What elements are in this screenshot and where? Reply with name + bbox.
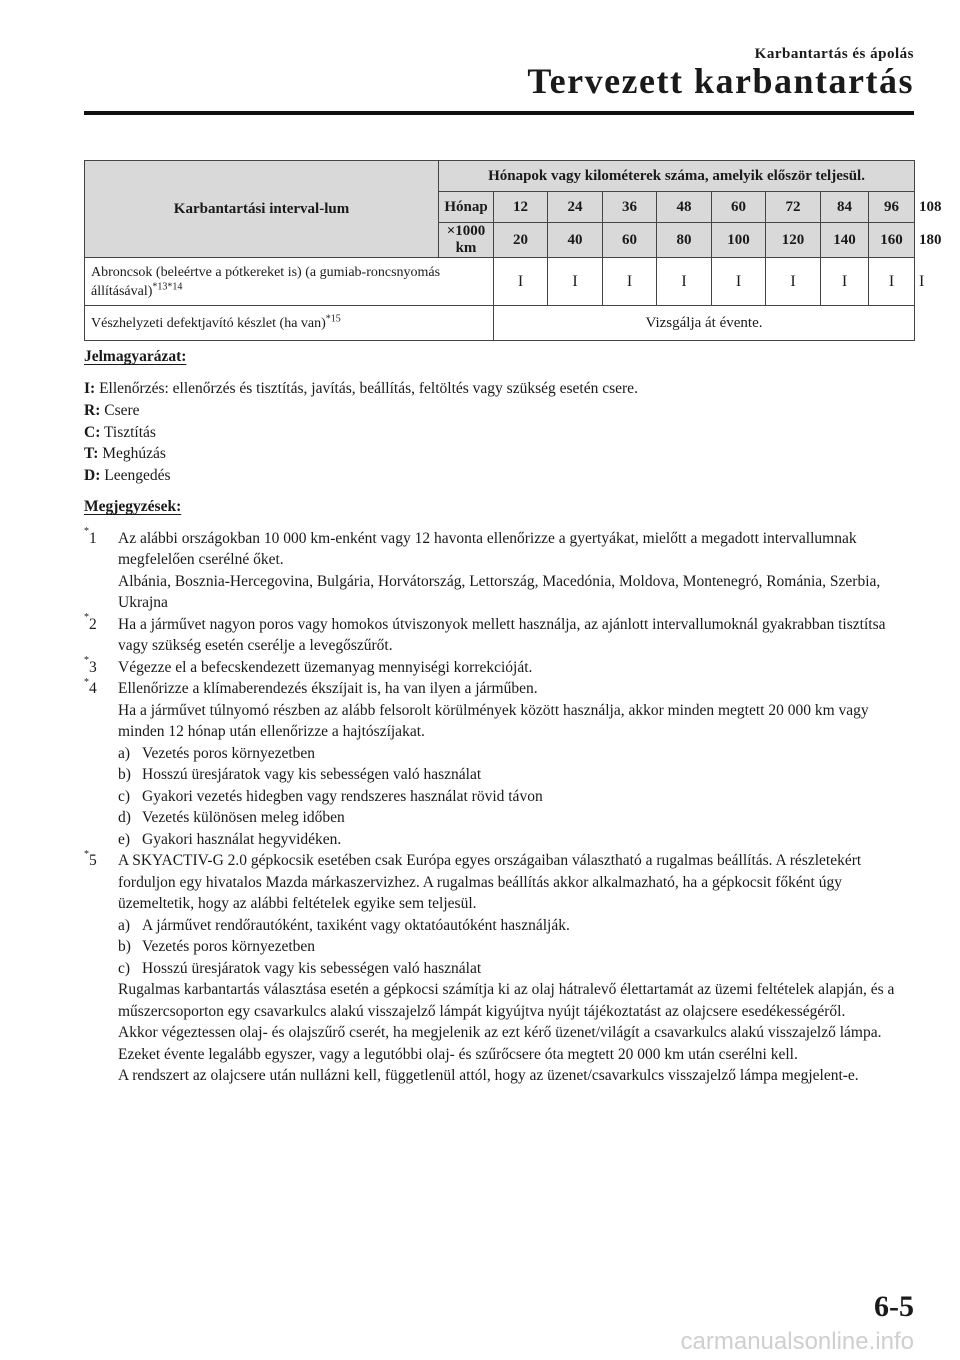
watermark: carmanualsonline.info [680,1328,914,1355]
sub-item-text: Vezetés poros környezetben [142,744,316,762]
note-sub-item [118,958,916,980]
legend-list [84,378,916,487]
note-item [84,614,916,657]
notes-title: Megjegyzések: [84,498,182,515]
inspection-cell: I [821,258,869,306]
sub-item-text: Hosszú üresjáratok vagy kis sebességen való használat [142,959,482,977]
tires-item: Abroncsok (beleértve a pótkereket is) (a gumiab-roncsnyomás állításával)$^{*13*14}$ [85,258,494,306]
inspection-cell: I [657,258,712,306]
note-paragraph: Ellenőrizze a klímaberendezés ékszíjait is, ha van ilyen a járműben. [118,680,538,697]
note-body [118,678,916,850]
note-number: *4 [84,676,97,697]
note-paragraph: Végezze el a befecskendezett üzemanyag mennyiségi korrekcióját. [118,658,533,676]
note-number: *2 [84,612,97,633]
sub-item-key: d) [118,809,131,826]
km-label: ×1000 km [439,223,494,258]
sub-item-key: b) [118,766,131,783]
months-km-header: Hónapok vagy kilométerek száma, amelyik először teljesül. [439,161,915,192]
month-cell: 48 [657,192,712,223]
legend-title: Jelmagyarázat: [84,348,187,365]
note-body [118,528,916,614]
legend-text: Csere [104,402,140,419]
inspection-cell: I [766,258,821,306]
km-cell: 20 [494,223,548,258]
inspection-cell: I [494,258,548,306]
note-sub-item [118,936,916,958]
legend-item [84,400,916,422]
inspection-cell: I [869,258,915,306]
inspection-cell: I [603,258,657,306]
note-item [84,678,916,850]
note-body [118,850,916,1087]
note-body [118,657,916,679]
month-cell: 96 [869,192,915,223]
header-rule [84,111,914,115]
page-title: Tervezett karbantartás [527,61,914,101]
sub-item-text: A járművet rendőrautóként, taxiként vagy oktatóautóként használják. [142,916,570,934]
note-paragraph: A rendszert az olajcsere után nullázni kell, függetlenül attól, hogy az üzenet/csavarkulcs visszajelző lámpa megjelent-e. [118,1067,859,1084]
sub-item-text: Gyakori használat hegyvidéken. [142,830,342,848]
sub-item-key: e) [118,830,131,848]
month-cell: 24 [548,192,603,223]
note-paragraph: Ha a járművet nagyon poros vagy homokos útviszonyok mellett használja, az ajánlott intervallumoknál gyakrabban tisztítsa vagy szükség esetén cserélje a levegőszűrőt. [118,615,886,654]
sub-item-text: Gyakori vezetés hidegben vagy rendszeres használat rövid távon [142,787,543,805]
note-paragraph: Albánia, Bosznia-Hercegovina, Bulgária, Horvátország, Lettország, Macedónia, Moldova, Montenegró, Románia, Szerbia, Ukrajna [118,572,881,611]
month-cell: 36 [603,192,657,223]
legend-item [84,422,916,444]
sub-item-text: Vezetés különösen meleg időben [142,809,345,826]
sub-item-key: a) [118,744,131,762]
km-cell: 140 [821,223,869,258]
legend-text: Tisztítás [103,423,156,441]
repair-kit-value: Vizsgálja át évente. [494,306,915,341]
km-cell: 40 [548,223,603,258]
note-paragraph: Ha a járművet túlnyomó részben az alább felsorolt körülmények között használja, akkor minden megtett 20 000 km vagy minden 12 hónap után ellenőrizze a hajtószíjakat. [118,701,869,740]
legend-item [84,465,916,487]
legend-key: T: [84,445,99,462]
inspection-cell: I [548,258,603,306]
note-item [84,850,916,1087]
legend-key: D: [84,466,101,484]
note-paragraph: A SKYACTIV-G 2.0 gépkocsik esetében csak Európa egyes országaiban választható a rugalmas beállítás. A részletekért forduljon egy hivatalos Mazda márkaszervizhez. A rugalmas beállítás akkor alkalmazható, ha a gépkocsit főként úgy üzemeltetik, hogy az alábbi feltételek egyike sem teljesül. [118,852,862,912]
repair-kit-item: Vészhelyzeti defektjavító készlet (ha van)$^{*15}$ [85,306,494,341]
month-cell: 84 [821,192,869,223]
legend-text: Leengedés [104,466,171,484]
note-number: *5 [84,848,97,869]
note-item [84,528,916,614]
legend-key: I: [84,379,96,397]
legend-item [84,378,916,400]
inspection-cell: I [712,258,766,306]
month-cell: 72 [766,192,821,223]
km-cell: 100 [712,223,766,258]
months-label: Hónap [439,192,494,223]
legend-text: Meghúzás [102,445,166,462]
km-cell: 60 [603,223,657,258]
sub-item-text: Hosszú üresjáratok vagy kis sebességen való használat [142,766,482,783]
note-body [118,614,916,657]
note-sub-item [118,807,916,829]
sub-item-key: b) [118,938,131,955]
legend-item [84,443,916,465]
note-item [84,657,916,679]
note-sub-item [118,743,916,765]
month-cell: 60 [712,192,766,223]
note-sub-item [118,764,916,786]
km-cell: 160 [869,223,915,258]
km-cell: 80 [657,223,712,258]
sub-item-key: a) [118,916,131,934]
legend-key: R: [84,402,101,419]
note-paragraph: Az alábbi országokban 10 000 km-enként vagy 12 havonta ellenőrizze a gyertyákat, mielőtt a megadott intervallumnak megfelelően cserélné őket. [118,529,857,568]
sub-item-key: c) [118,959,131,977]
interval-header: Karbantartási interval-lum [85,161,439,258]
note-paragraph: Akkor végeztessen olaj- és olajszűrő cserét, ha megjelenik az ezt kérő üzenet/világít a csavarkulcs alakú visszajelző lámpa. Ezeket évente legalább egyszer, vagy a legutóbbi olaj- és szűrőcsere óta megtett 20 000 km után cserélni kell. [118,1024,882,1063]
legend-text: Ellenőrzés: ellenőrzés és tisztítás, javítás, beállítás, feltöltés vagy szükség esetén csere. [99,379,638,397]
note-paragraph: Rugalmas karbantartás választása esetén a gépkocsi számítja ki az olaj hátralevő élettartamát az üzemi feltételek alapján, és a műszercsoporton egy csavarkulcs alakú visszajelző lámpát kigyújtva nyújt tájékoztatást az olajcsere esedékességéről. [118,981,895,1020]
note-number: *3 [84,655,97,676]
km-cell: 120 [766,223,821,258]
page-number: 6-5 [874,1290,914,1323]
legend-key: C: [84,423,101,441]
maintenance-table: Karbantartási interval-lum Hónapok vagy kilométerek száma, amelyik először teljesül. Hónap 12 24 36 48 60 72 84 96 108 ×1000 km 20 40 60 80 100 120 140 160 180 Abroncsok (beleértve a pótkereket is) (a gumiab-roncsnyomás állításával)$^{*13*14}$ I I I I I I I I I Vészhelyzeti defektjavító készlet (ha van)$^{*15}$ Vizsgálja át évente. [84,160,915,341]
body-content [84,346,916,1087]
sub-item-text: Vezetés poros környezetben [142,938,316,955]
note-sub-item [118,915,916,937]
note-sub-item [118,829,916,851]
month-cell: 12 [494,192,548,223]
section-header: Karbantartás és ápolás [754,46,914,62]
notes-list [84,528,916,1087]
sub-item-key: c) [118,787,131,805]
note-sub-item [118,786,916,808]
note-number: *1 [84,526,97,547]
